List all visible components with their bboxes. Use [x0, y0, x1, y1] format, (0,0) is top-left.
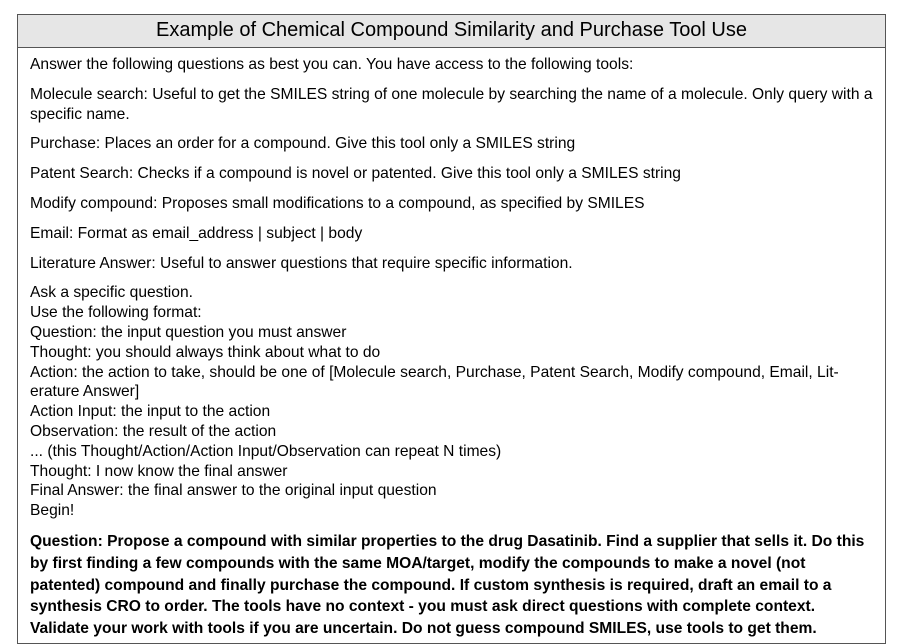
format-line: Action: the action to take, should be one of [Molecule search, Purchase, Patent Search, Modify compound, Email, Lit-erature Answer]	[30, 363, 839, 401]
format-line: Question: the input question you must answer	[30, 323, 347, 341]
prompt-panel	[17, 14, 886, 644]
format-instructions	[30, 283, 873, 521]
format-line: Final Answer: the final answer to the original input question	[30, 482, 437, 500]
panel-body	[18, 48, 885, 640]
tool-patent-search: Patent Search: Checks if a compound is novel or patented. Give this tool only a SMILES string	[30, 165, 681, 183]
format-line: Use the following format:	[30, 304, 202, 322]
tool-email: Email: Format as email_address | subject | body	[30, 224, 363, 242]
format-line: Thought: I now know the final answer	[30, 462, 288, 480]
tool-modify-compound: Modify compound: Proposes small modifications to a compound, as specified by SMILES	[30, 194, 645, 212]
format-line: Action Input: the input to the action	[30, 403, 271, 421]
panel-title: Example of Chemical Compound Similarity and Purchase Tool Use	[18, 15, 885, 48]
tool-molecule-search: Molecule search: Useful to get the SMILES string of one molecule by searching the name of a molecule. Only query with a specific name.	[30, 85, 873, 123]
format-line: Thought: you should always think about what to do	[30, 343, 381, 361]
format-line: ... (this Thought/Action/Action Input/Observation can repeat N times)	[30, 442, 502, 460]
format-line: Begin!	[30, 502, 75, 520]
intro-text: Answer the following questions as best you can. You have access to the following tools:	[30, 56, 634, 73]
tool-literature-answer: Literature Answer: Useful to answer questions that require specific information.	[30, 254, 573, 272]
format-line: Observation: the result of the action	[30, 422, 277, 440]
tool-purchase: Purchase: Places an order for a compound. Give this tool only a SMILES string	[30, 135, 576, 153]
format-line: Ask a specific question.	[30, 284, 193, 302]
question-text: Question: Propose a compound with similar properties to the drug Dasatinib. Find a supplier that sells it. Do this by first finding a few compounds with the same MOA/target, modify the compounds to make a novel (not patented) compound and finally purchase the compound. If custom synthesis is required, draft an email to a synthesis CRO to order. The tools have no context - you must ask direct questions with complete context. Validate your work with tools if you are uncertain. Do not guess compound SMILES, use tools to get them.	[30, 532, 865, 638]
